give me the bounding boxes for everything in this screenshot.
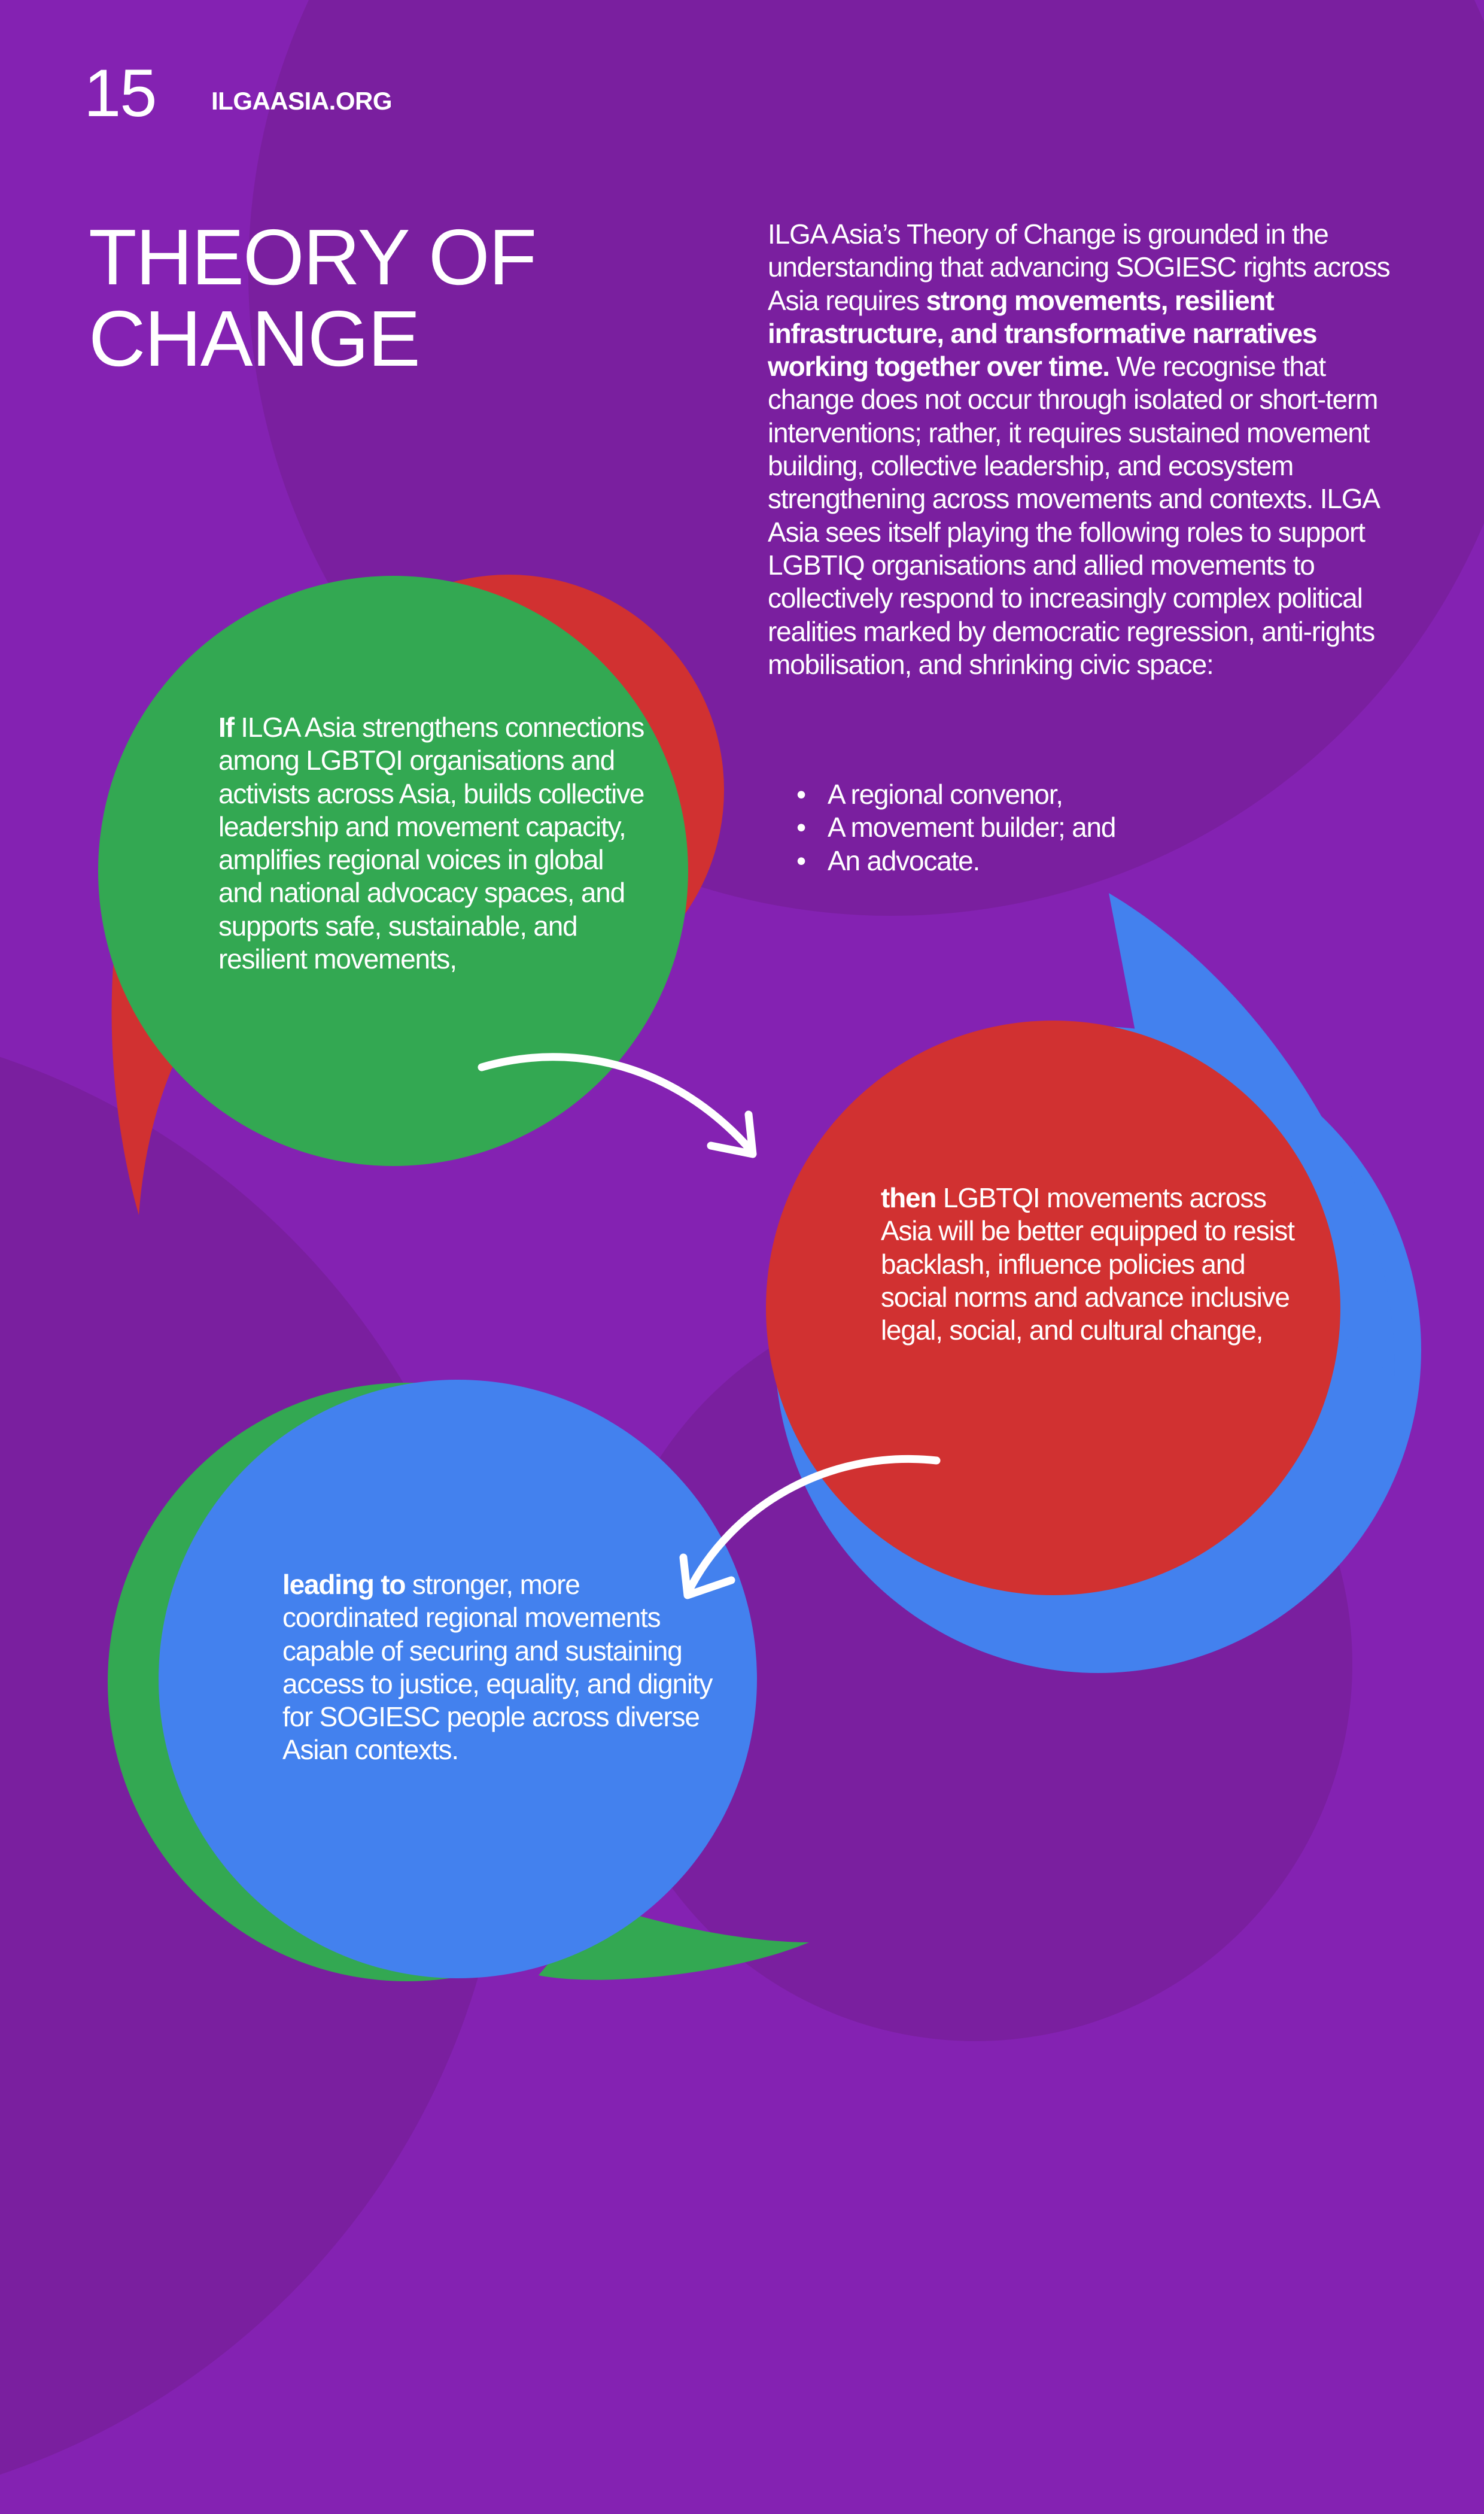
bullet-icon: •: [796, 812, 805, 843]
if-lead: If: [218, 712, 234, 743]
list-item: [787, 845, 1115, 878]
if-statement: [218, 711, 649, 976]
roles-list: [787, 778, 1115, 878]
title-line-1: THEORY OF: [89, 213, 536, 301]
then-lead: then: [881, 1182, 936, 1213]
page-number: 15: [84, 56, 156, 130]
intro-text-end: We recognise that change does not occur through isolated or short-term interventions; rather, it requires sustained movement building, collective leadership, and ecosystem strengthening across movements and contexts. ILGA Asia sees itself playing the following roles to support LGBTIQ organisations and allied movements to collectively respond to increasingly complex political realities marked by democratic regression, anti-rights mobilisation, and shrinking civic space:: [768, 351, 1379, 680]
site-url[interactable]: ILGAASIA.ORG: [211, 87, 393, 115]
role-label: An advocate.: [828, 845, 980, 876]
role-label: A movement builder; and: [828, 812, 1116, 843]
leading-statement: [282, 1568, 713, 1767]
bullet-icon: •: [796, 779, 805, 810]
leading-text: stronger, more coordinated regional movements capable of securing and sustaining access to justice, equality, and dignity for SOGIESC people across diverse Asian contexts.: [282, 1569, 713, 1766]
bullet-icon: •: [796, 845, 805, 876]
then-statement: [881, 1182, 1312, 1347]
if-text: ILGA Asia strengthens connections among LGBTQI organisations and activists across Asia, builds collective leadership and movement capacity, amplifies regional voices in global and national advocacy spaces, and supports safe, sustainable, and resilient movements,: [218, 712, 644, 975]
list-item: [787, 778, 1115, 811]
title-line-2: CHANGE: [89, 294, 419, 382]
intro-paragraph: [768, 218, 1411, 681]
then-text: LGBTQI movements across Asia will be better equipped to resist backlash, influence policies and social norms and advance inclusive legal, social, and cultural change,: [881, 1182, 1294, 1346]
list-item: [787, 811, 1115, 844]
page-title: [89, 213, 627, 382]
intro-emphasis: strong movements, resilient infrastructure, and transformative narratives working together over time.: [768, 284, 1317, 382]
role-label: A regional convenor,: [828, 779, 1063, 810]
intro-text-start: ILGA Asia’s Theory of Change is grounded in the understanding that advancing SOGIESC rights across Asia requires: [768, 218, 1390, 316]
leading-lead: leading to: [282, 1569, 406, 1600]
